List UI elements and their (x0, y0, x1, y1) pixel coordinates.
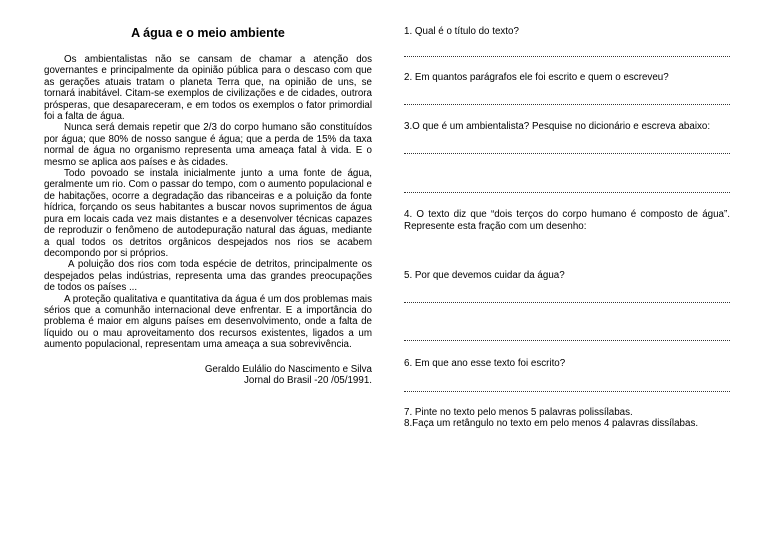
question-3: 3.O que é um ambientalista? Pesquise no dicionário e escreva abaixo: (404, 120, 711, 132)
answer-line-2[interactable] (404, 104, 730, 105)
drawing-area[interactable] (404, 232, 730, 270)
answer-line-1[interactable] (404, 56, 730, 57)
paragraph-3: Todo povoado se instala inicialmente junto a uma fonte de água, geralmente um rio. Com o passar do tempo, com o aumento populacional e de habitações, ocorre a degradação das ribanceiras e a poluição da fonte hídrica, forçando os seus habitantes a buscar novos suprimentos de água pura em locais cada vez mais distantes e a desenvolver técnicas capazes de reproduzir o fenômeno de autodepuração natural das águas, mediante a qual todos os detritos orgânicos despejados nos rios se acabem decompondo por si próprios. (44, 168, 372, 259)
author-name: Geraldo Eulálio do Nascimento e Silva (204, 363, 372, 375)
answer-line-3b[interactable] (404, 192, 730, 193)
answer-line-6[interactable] (404, 391, 730, 392)
paragraph-1: Os ambientalistas não se cansam de chamar a atenção dos governantes e principalmente da opinião pública para o descaso com que as gerações atuais tratam o planeta Terra que, na opinião de uns, se tornará inabitável. Citam-se exemplos de civilizações e de cidades, outrora prósperas, que desapareceram, e em todos os exemplos o fator primordial foi a falta de água. (44, 54, 372, 123)
question-7: 7. Pinte no texto pelo menos 5 palavras polissílabas. (404, 406, 633, 418)
text-title: A água e o meio ambiente (131, 26, 285, 40)
question-1: 1. Qual é o título do texto? (404, 26, 519, 37)
answer-line-5b[interactable] (404, 340, 730, 341)
answer-line-3a[interactable] (404, 153, 730, 154)
questions-column (404, 26, 730, 430)
publication: Jornal do Brasil -20 /05/1991. (244, 374, 372, 386)
question-8: 8.Faça um retângulo no texto em pelo menos 4 palavras dissílabas. (404, 418, 699, 430)
reading-text (44, 26, 372, 386)
paragraph-5: A proteção qualitativa e quantitativa da água é um dos problemas mais sérios que a comunhão internacional deve enfrentar. E a importância do problema é maior em alguns países em desenvolvimento, onde a falta de líquido ou o mau aproveitamento dos recursos existentes, ligados a um aumento populacional, representam uma ameaça a sua sobrevivência. (44, 293, 372, 351)
question-2: 2. Em quantos parágrafos ele foi escrito e quem o escreveu? (404, 72, 669, 84)
question-4: 4. O texto diz que “dois terços do corpo humano é composto de água”. Represente esta fração com um desenho: (404, 209, 730, 232)
paragraph-4: A poluição dos rios com toda espécie de detritos, principalmente os despejados pelas indústrias, representa uma das grandes preocupações de todos os países ... (44, 259, 372, 294)
text-source (44, 364, 372, 387)
question-6: 6. Em que ano esse texto foi escrito? (404, 358, 566, 370)
answer-line-5a[interactable] (404, 302, 730, 303)
paragraph-2: Nunca será demais repetir que 2/3 do corpo humano são constituídos por água; que 80% de nosso sangue é água; que a perda de 15% da taxa normal de água no organismo representa uma ameaça fatal à vida. E o mesmo se aplica aos países e às cidades. (44, 122, 372, 168)
question-5: 5. Por que devemos cuidar da água? (404, 270, 565, 282)
